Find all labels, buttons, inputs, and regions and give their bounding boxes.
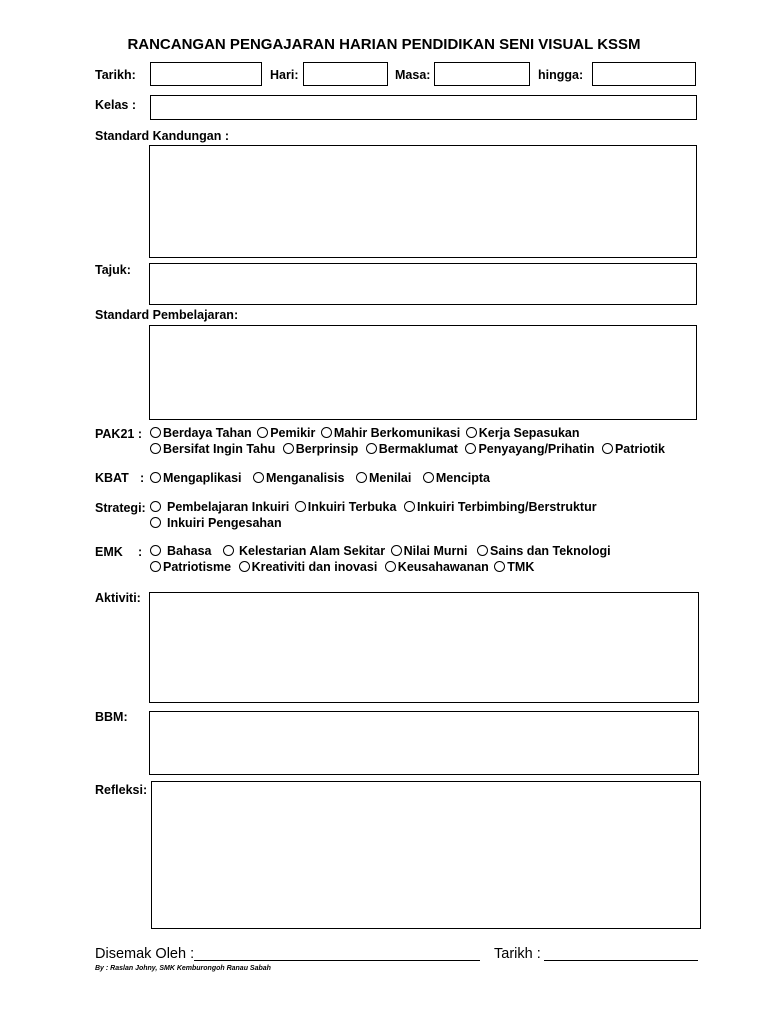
kelas-label: Kelas : <box>95 98 136 112</box>
standard-pembelajaran-label: Standard Pembelajaran: <box>95 308 239 322</box>
pak21-option[interactable]: Berprinsip <box>283 442 359 456</box>
radio-icon <box>321 427 332 438</box>
masa-label: Masa: <box>395 68 431 82</box>
emk-option[interactable]: TMK <box>494 560 534 574</box>
radio-icon <box>404 501 415 512</box>
kbat-options <box>150 471 490 485</box>
pak21-options-row2 <box>150 442 665 456</box>
kbat-option[interactable]: Mencipta <box>423 471 490 485</box>
aktiviti-box[interactable] <box>149 592 699 703</box>
emk-option[interactable]: Patriotisme <box>150 560 231 574</box>
masa-field[interactable] <box>434 62 530 86</box>
radio-icon <box>150 501 161 512</box>
tajuk-label: Tajuk: <box>95 263 131 277</box>
footer-tarikh-line[interactable] <box>544 946 698 961</box>
strategi-options-row2 <box>150 516 282 530</box>
pak21-option[interactable]: Pemikir <box>257 426 315 440</box>
standard-pembelajaran-box[interactable] <box>149 325 697 420</box>
hingga-label: hingga: <box>538 68 584 82</box>
author-credit: By : Raslan Johny, SMK Kemburongoh Ranau Sabah <box>95 965 271 972</box>
page-title: RANCANGAN PENGAJARAN HARIAN PENDIDIKAN SENI VISUAL KSSM <box>127 36 641 53</box>
emk-option[interactable]: Bahasa <box>150 544 211 558</box>
pak21-label: PAK21 : <box>95 427 143 441</box>
radio-icon <box>602 443 613 454</box>
pak21-option[interactable]: Kerja Sepasukan <box>466 426 580 440</box>
radio-icon <box>150 472 161 483</box>
radio-icon <box>223 545 234 556</box>
radio-icon <box>391 545 402 556</box>
emk-colon: : <box>138 545 143 559</box>
radio-icon <box>423 472 434 483</box>
pak21-option[interactable]: Penyayang/Prihatin <box>465 442 594 456</box>
radio-icon <box>295 501 306 512</box>
refleksi-box[interactable] <box>151 781 701 929</box>
strategi-option[interactable]: Inkuiri Terbimbing/Berstruktur <box>404 500 597 514</box>
hari-field[interactable] <box>303 62 388 86</box>
kbat-colon: : <box>140 471 145 485</box>
radio-icon <box>366 443 377 454</box>
kbat-option[interactable]: Menganalisis <box>253 471 345 485</box>
radio-icon <box>150 545 161 556</box>
radio-icon <box>150 561 161 572</box>
emk-option[interactable]: Sains dan Teknologi <box>477 544 611 558</box>
strategi-option[interactable]: Inkuiri Pengesahan <box>150 516 282 530</box>
refleksi-label: Refleksi: <box>95 783 148 797</box>
kbat-option[interactable]: Mengaplikasi <box>150 471 242 485</box>
emk-label: EMK <box>95 545 123 559</box>
emk-option[interactable]: Keusahawanan <box>385 560 489 574</box>
hari-label: Hari: <box>270 68 299 82</box>
emk-options-row2 <box>150 560 534 574</box>
hingga-field[interactable] <box>592 62 696 86</box>
bbm-box[interactable] <box>149 711 699 775</box>
radio-icon <box>253 472 264 483</box>
standard-kandungan-label: Standard Kandungan : <box>95 129 230 143</box>
radio-icon <box>150 443 161 454</box>
radio-icon <box>257 427 268 438</box>
disemak-label: Disemak Oleh : <box>95 946 195 962</box>
radio-icon <box>465 443 476 454</box>
kelas-field[interactable] <box>150 95 697 120</box>
radio-icon <box>283 443 294 454</box>
pak21-option[interactable]: Berdaya Tahan <box>150 426 252 440</box>
radio-icon <box>385 561 396 572</box>
strategi-option[interactable]: Inkuiri Terbuka <box>295 500 397 514</box>
standard-kandungan-box[interactable] <box>149 145 697 258</box>
radio-icon <box>239 561 250 572</box>
strategi-label: Strategi: <box>95 501 146 515</box>
kbat-label: KBAT <box>95 471 129 485</box>
tarikh-label: Tarikh: <box>95 68 136 82</box>
tajuk-box[interactable] <box>149 263 697 305</box>
radio-icon <box>494 561 505 572</box>
tarikh-field[interactable] <box>150 62 262 86</box>
radio-icon <box>150 517 161 528</box>
radio-icon <box>466 427 477 438</box>
strategi-options-row1 <box>150 500 597 514</box>
pak21-option[interactable]: Patriotik <box>602 442 665 456</box>
bbm-label: BBM: <box>95 710 128 724</box>
radio-icon <box>477 545 488 556</box>
disemak-signature-line[interactable] <box>194 946 480 961</box>
strategi-option[interactable]: Pembelajaran Inkuiri <box>150 500 289 514</box>
emk-option[interactable]: Nilai Murni <box>391 544 468 558</box>
pak21-option[interactable]: Mahir Berkomunikasi <box>321 426 460 440</box>
emk-options-row1 <box>150 544 611 558</box>
radio-icon <box>150 427 161 438</box>
pak21-option[interactable]: Bersifat Ingin Tahu <box>150 442 275 456</box>
pak21-options-row1 <box>150 426 580 440</box>
emk-option[interactable]: Kelestarian Alam Sekitar <box>223 544 385 558</box>
kbat-option[interactable]: Menilai <box>356 471 411 485</box>
radio-icon <box>356 472 367 483</box>
pak21-option[interactable]: Bermaklumat <box>366 442 458 456</box>
footer-tarikh-label: Tarikh : <box>494 946 541 962</box>
aktiviti-label: Aktiviti: <box>95 591 141 605</box>
emk-option[interactable]: Kreativiti dan inovasi <box>239 560 378 574</box>
